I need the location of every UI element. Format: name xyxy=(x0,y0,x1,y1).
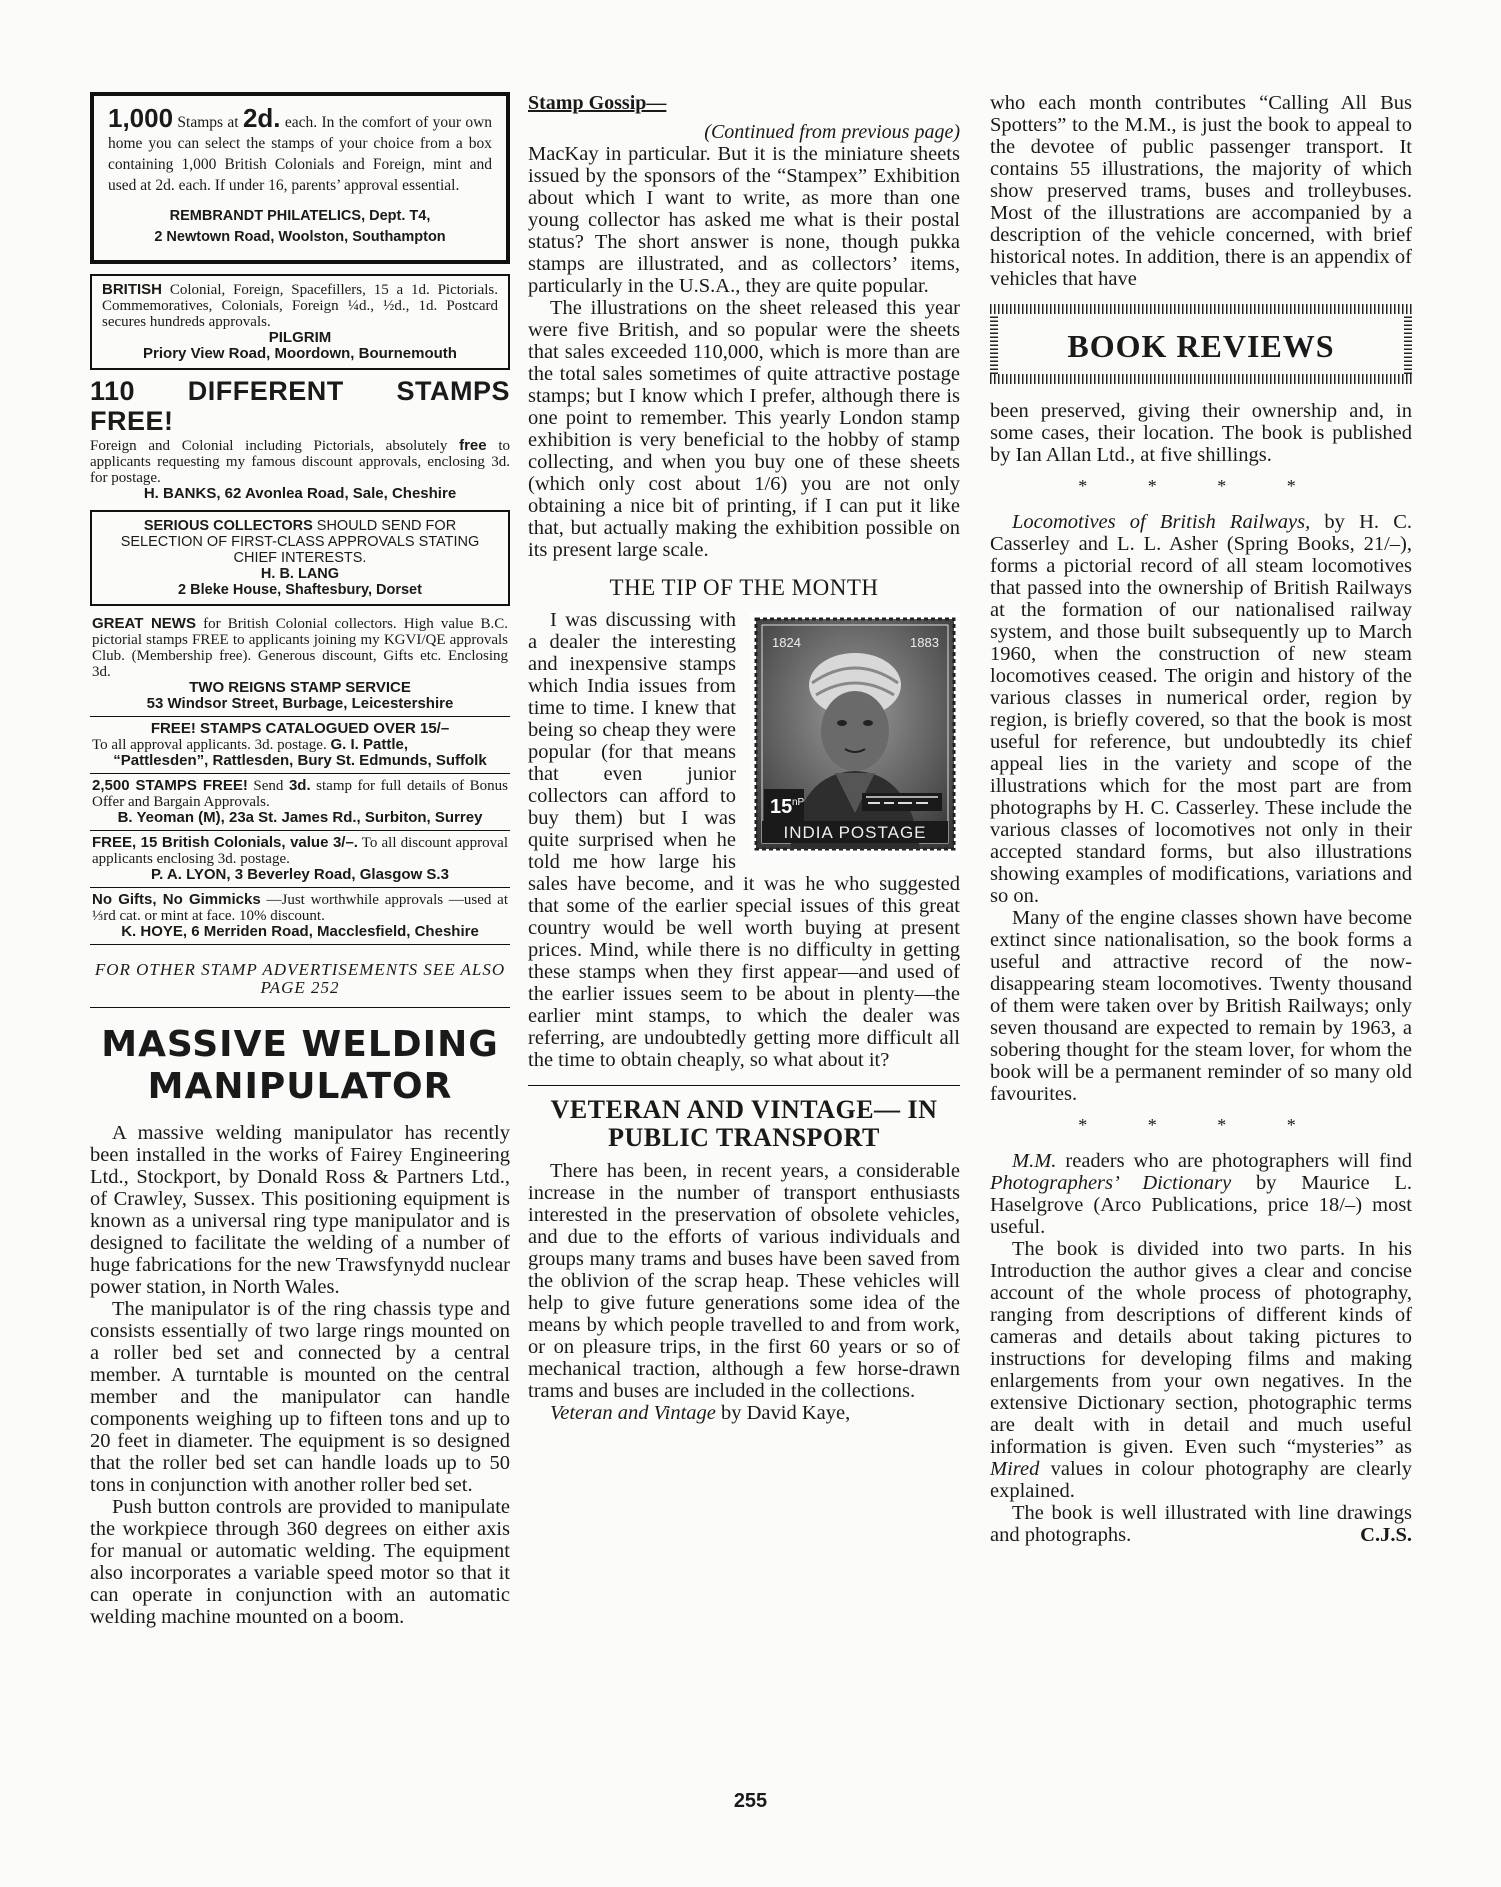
stamp-country: INDIA POSTAGE xyxy=(783,823,927,842)
review-signature: C.J.S. xyxy=(1360,1524,1412,1546)
veteran-title: VETERAN AND VINTAGE— IN PUBLIC TRANSPORT xyxy=(550,1095,938,1152)
column-middle: Stamp Gossip— (Continued from previous page) MacKay in particular. But it is the miniature sheets issued by the sponsors of the “Stampex” Exhibition about which I want to write, as more than one young collector has asked me what is their postal status? The short answer is none, though pukka stamps are illustrated, and as collectors’ items, particularly in the U.S.A., they are quite popular. The illustrations on the sheet released this year were five British, and so popular were the sheets that sales exceeded 110,000, which is more than are the total sales sometimes of quite attractive postage stamps; but I know which I prefer, although there is one point to remember. This yearly London stamp exhibition is very beneficial to the hobby of stamp collecting, and when you buy one of these sheets (which only cost about 1/6) you are not only obtaining a nice bit of printing, if I can put it like that, but actually making the exhibition possible on its present large scale. THE TIP OF THE MONTH 15 nP INDIA POSTAGE 1824 1883 I was discussing with a dealer the interesting and inexpensive stamps which India issues from time to time. I knew that being so cheap they were popular (for that means that even junior collectors can afford to buy them) but I was quite surprised when he told me how large his sales have become, and it was he who suggested that some of the earlier special issues of this great country would be well worth buying at present prices. Mind, while there is no difficulty in getting these stamps when they first appear—and used of the earlier issues seem to be about in plenty—the earlier mint stamps, to which the dealer was referring, are undoubtedly getting more difficult all the time to obtain cheaply, so what about it? VETERAN AND VINTAGE— IN PUBLIC TRANSPORT There has been, in recent years, a considerable increase in the number of transport enthusiasts interested in the preservation of obsolete vehicles, and due to the efforts of various individuals and groups many trams and buses have been saved from the oblivion of the scrap heap. These vehicles will help to give future generations some idea of the means by which people travelled to and from work, or on pleasure trips, in the first 60 years or so of mechanical traction, although a few horse-drawn trams and buses are included in the collections. Veteran and Vintage by David Kaye, xyxy=(528,92,960,1424)
book-reviews-banner xyxy=(990,304,1412,384)
section-separator: * * * * xyxy=(1078,1115,1324,1135)
gossip-paragraph-2: The illustrations on the sheet released this year were five British, and so popular were the sheets that sales exceeded 110,000, which is more than are the total sales sometimes of quite attractive postage stamps; but I know which I prefer, although there is one point to remember. This yearly London stamp exhibition is very beneficial to the hobby of stamp collecting, and when you buy one of these sheets (which only cost about 1/6) you are not only obtaining a nice bit of printing, if I can put it like that, but actually making the exhibition possible on its present large scale. xyxy=(528,297,960,561)
welding-paragraph-1: A massive welding manipulator has recently been installed in the works of Fairey Engineering Ltd., Stockport, by Donald Ross & Partners Ltd., of Crawley, Sussex. This positioning equipment is known as a universal ring type manipulator and is designed to facilitate the welding of a number of huge fabrications for the new Trawsfynydd nuclear power station, in North Wales. xyxy=(90,1122,510,1298)
divider xyxy=(90,1007,510,1008)
stamp-value: 15 xyxy=(770,796,793,818)
ad-lang: SERIOUS COLLECTORS SHOULD SEND FOR SELECTION OF FIRST-CLASS APPROVALS STATING CHIEF INTERESTS. H. B. LANG 2 Bleke House, Shaftesbury, Dorset xyxy=(90,510,510,606)
ad-hoye: No Gifts, No Gimmicks —Just worthwhile approvals —used at ⅓rd cat. or mint at face. 10% discount. K. HOYE, 6 Merriden Road, Macclesfield, Cheshire xyxy=(90,888,510,945)
stamp-value-unit: nP xyxy=(792,797,805,808)
page-number: 255 xyxy=(733,1790,768,1812)
welding-paragraph-3: Push button controls are provided to manipulate the workpiece through 360 degrees on either axis for manual or automatic welding. The equipment also incorporates a variable speed motor so that it can operate in conjunction with an automatic welding machine mounted on a boom. xyxy=(90,1496,510,1628)
ad-pilgrim: BRITISH Colonial, Foreign, Spacefillers, 15 a 1d. Pictorials. Commemoratives, Colonials, Foreign ¼d., ½d., 1d. Postcard secures hundreds approvals. PILGRIM Priory View Road, Moordown, Bournemouth xyxy=(90,274,510,370)
veteran-continued: who each month contributes “Calling All Bus Spotters” to the M.M., is just the book to appeal to the devotee of public passenger transport. It contains 55 illustrations, the majority of which show preserved trams, buses and trolleybuses. Most of the illustrations are accompanied by a description of the vehicle concerned, with brief historical notes. In addition, there is an appendix of vehicles that have xyxy=(990,92,1412,290)
book-reviews-title: BOOK REVIEWS xyxy=(1067,328,1335,364)
loco-paragraph-2: Many of the engine classes shown have become extinct since nationalisation, so the book forms a useful and attractive record of the now-disappearing steam locomotives. Twenty thousand of them were taken over by British Railways; only seven thousand are expected to remain by 1963, a sobering thought for the steam lover, for whom the book will be a permanent reminder of so many old favourites. xyxy=(990,907,1412,1105)
continued-note: (Continued from previous page) xyxy=(704,121,960,143)
gossip-paragraph-1: MacKay in particular. But it is the miniature sheets issued by the sponsors of the “Stampex” Exhibition about which I want to write, as more than one young collector has asked me what is their postal status? The short answer is none, though pukka stamps are illustrated, and as collectors’ items, particularly in the U.S.A., they are quite popular. xyxy=(528,143,960,297)
photo-book-title: Photographers’ Dictionary xyxy=(990,1172,1232,1194)
divider xyxy=(528,1085,960,1086)
ad-rembrandt: 1,000 Stamps at 2d. each. In the comfort of your own home you can select the stamps of your choice from a box containing 1,000 British Colonials and Foreign, mint and used at 2d. each. If under 16, parents’ approval essential. REMBRANDT PHILATELICS, Dept. T4, 2 Newtown Road, Woolston, Southampton xyxy=(90,92,510,264)
tip-paragraph: I was discussing with a dealer the interesting and inexpensive stamps which India issues from time to time. I knew that being so cheap they were popular (for that means that even junior collectors can afford to buy them) but I was quite surprised when he told me how large his sales have become, and it was he who suggested that some of the earlier special issues of this great country would be well worth buying at present prices. Mind, while there is no difficulty in getting these stamps when they first appear—and used of the earlier issues seem to be about in plenty—the earlier mint stamps, to which the dealer was referring, are undoubtedly getting more difficult all the time to obtain cheaply, so what about it? xyxy=(528,609,960,1071)
veteran-conclusion: been preserved, giving their ownership and, in some cases, their location. The book is published by Ian Allan Ltd., at five shillings. xyxy=(990,400,1412,466)
ad-banks: 110 DIFFERENT STAMPS FREE! Foreign and Colonial including Pictorials, absolutely free to applicants requesting my famous discount approvals, enclosing 3d. for postage. H. BANKS, 62 Avonlea Road, Sale, Cheshire xyxy=(90,376,511,502)
ad-yeoman: 2,500 STAMPS FREE! Send 3d. stamp for full details of Bonus Offer and Bargain Approvals. B. Yeoman (M), 23a St. James Rd., Surbiton, Surrey xyxy=(90,774,510,831)
stamp-year-right: 1883 xyxy=(910,635,939,650)
ad-pattle: FREE! STAMPS CATALOGUED OVER 15/– To all approval applicants. 3d. postage. G. I. Pattle, “Pattlesden”, Rattlesden, Bury St. Edmunds, Suffolk xyxy=(90,717,510,774)
india-stamp-image xyxy=(750,613,960,855)
column-left xyxy=(90,92,510,1628)
welding-paragraph-2: The manipulator is of the ring chassis type and consists essentially of two large rings mounted on a roller bed set and connected by a central member. A turntable is mounted on the central member and the manipulator can handle components weighing up to fifteen tons and up to 20 feet in diameter. The equipment is so designed that the roller bed set can handle loads up to 50 tons in conjunction with another roller bed set. xyxy=(90,1298,510,1496)
welding-title: MASSIVE WELDING MANIPULATOR xyxy=(101,1024,499,1107)
ad-lyon: FREE, 15 British Colonials, value 3/–. To all discount approval applicants enclosing 3d. postage. P. A. LYON, 3 Beverley Road, Glasgow S.3 xyxy=(90,831,510,888)
stamp-year-left: 1824 xyxy=(772,635,801,650)
veteran-paragraph-1: There has been, in recent years, a considerable increase in the number of transport enthusiasts interested in the preservation of obsolete vehicles, and due to the efforts of various individuals and groups many trams and buses have been saved from the oblivion of the scrap heap. These vehicles will help to give future generations some idea of the means by which people travelled to and from work, or on pleasure trips, in the first 60 years or so of mechanical traction, although a few horse-drawn trams and buses are included in the collections. xyxy=(528,1160,960,1402)
stamp-illustration xyxy=(750,613,960,855)
column-right: who each month contributes “Calling All Bus Spotters” to the M.M., is just the book to appeal to the devotee of public passenger transport. It contains 55 illustrations, the majority of which show preserved trams, buses and trolleybuses. Most of the illustrations are accompanied by a description of the vehicle concerned, with brief historical notes. In addition, there is an appendix of vehicles that have BOOK REVIEWS been preserved, giving their ownership and, in some cases, their location. The book is published by Ian Allan Ltd., at five shillings. * * * * Locomotives of British Railways, by H. C. Casserley and L. L. Asher (Spring Books, 21/–), forms a pictorial record of all steam locomotives that passed into the ownership of British Railways at the formation of our nationalised railway system, and those built subsequently up to March 1960, when the construction of new steam locomotives ceased. The origin and history of the various classes in numerical order, region by region, is briefly covered, so that the book is most useful for reference, but undoubtedly its chief appeal lies in the variety and scope of the illustrations which for the most part are from photographs by H. C. Casserley. These include the various classes of locomotives not only in their accepted standard forms, but also illustrations showing examples of modifications, variations and so on. Many of the engine classes shown have become extinct since nationalisation, so the book forms a useful and attractive record of the now-disappearing steam locomotives. Twenty thousand of them were taken over by British Railways; only seven thousand are expected to remain by 1963, a sobering thought for the steam lover, for whom the book will be a permanent reminder of so many old favourites. * * * * M.M. readers who are photographers will find Photographers’ Dictionary by Maurice L. Haselgrove (Arco Publications, price 18/–) most useful. The book is divided into two parts. In his Introduction the author gives a clear and concise account of the whole process of photography, ranging from descriptions of different kinds of cameras and details about taking pictures to instructions for developing films and making enlargements from your own negatives. In the extensive Dictionary section, photographic terms are dealt with in detail and much useful information is given. Even such “mysteries” as Mired values in colour photography are clearly explained. The book is well illustrated with line drawings and photographs. C.J.S. xyxy=(990,92,1412,1546)
section-separator: * * * * xyxy=(1078,476,1324,496)
ads-footer-note: FOR OTHER STAMP ADVERTISEMENTS SEE ALSO PAGE 252 xyxy=(94,960,506,997)
gossip-title: Stamp Gossip— xyxy=(528,92,667,114)
ad-two-reigns: GREAT NEWS for British Colonial collectors. High value B.C. pictorial stamps FREE to applicants joining my KGVI/QE approvals Club. (Membership free). Generous discount, Gifts etc. Enclosing 3d. TWO REIGNS STAMP SERVICE 53 Windsor Street, Burbage, Leicestershire xyxy=(90,612,510,717)
tip-title: THE TIP OF THE MONTH xyxy=(609,575,879,600)
veteran-book-title: Veteran and Vintage xyxy=(550,1402,716,1424)
loco-book-title: Locomotives of British Railways, xyxy=(1012,511,1311,533)
